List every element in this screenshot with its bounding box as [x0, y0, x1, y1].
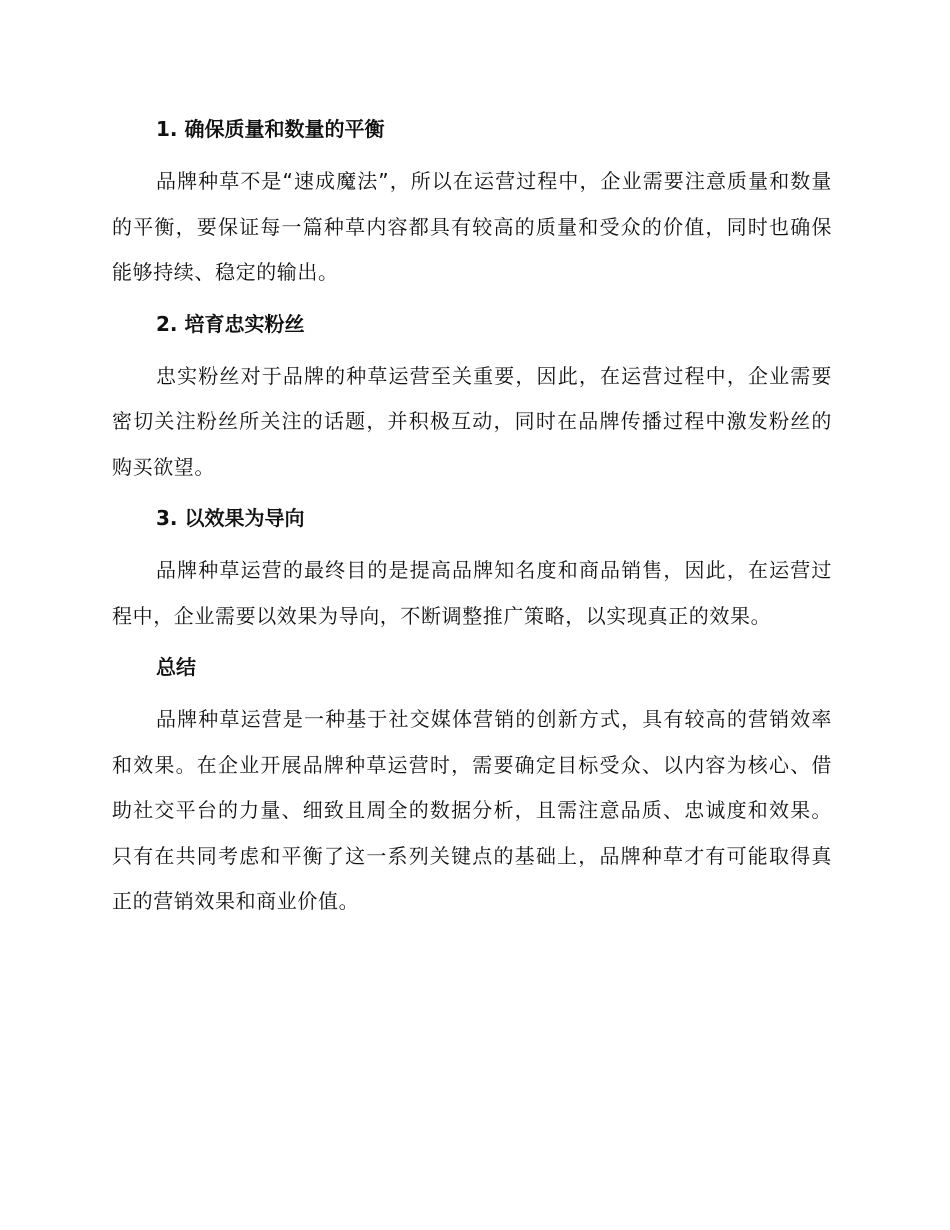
section-heading-results-oriented: 3. 以效果为导向 [156, 506, 305, 530]
section-heading-loyal-fans: 2. 培育忠实粉丝 [156, 311, 305, 336]
section-paragraph-summary: 品牌种草运营是一种基于社交媒体营销的创新方式，具有较高的营销效率和效果。在企业开展品牌种草运营时，需要确定目标受众、以内容为核心、借助社交平台的力量、细致且周全的数据分析，且需注意品质、忠诚度和效果。只有在共同考虑和平衡了这一系列关键点的基础上，品牌种草才有可能取得真正的营销效果和商业价值。 [112, 707, 832, 913]
section-heading-quality-quantity: 1. 确保质量和数量的平衡 [156, 117, 385, 141]
document-body [112, 110, 832, 925]
section-heading-summary: 总结 [156, 655, 196, 679]
section-paragraph-loyal-fans: 忠实粉丝对于品牌的种草运营至关重要，因此，在运营过程中，企业需要密切关注粉丝所关注的话题，并积极互动，同时在品牌传播过程中激发粉丝的购买欲望。 [112, 363, 832, 479]
section-paragraph-results-oriented: 品牌种草运营的最终目的是提高品牌知名度和商品销售，因此，在运营过程中，企业需要以效果为导向，不断调整推广策略，以实现真正的效果。 [112, 558, 832, 628]
section-paragraph-quality-quantity: 品牌种草不是“速成魔法”，所以在运营过程中，企业需要注意质量和数量的平衡，要保证每一篇种草内容都具有较高的质量和受众的价值，同时也确保能够持续、稳定的输出。 [112, 169, 832, 284]
